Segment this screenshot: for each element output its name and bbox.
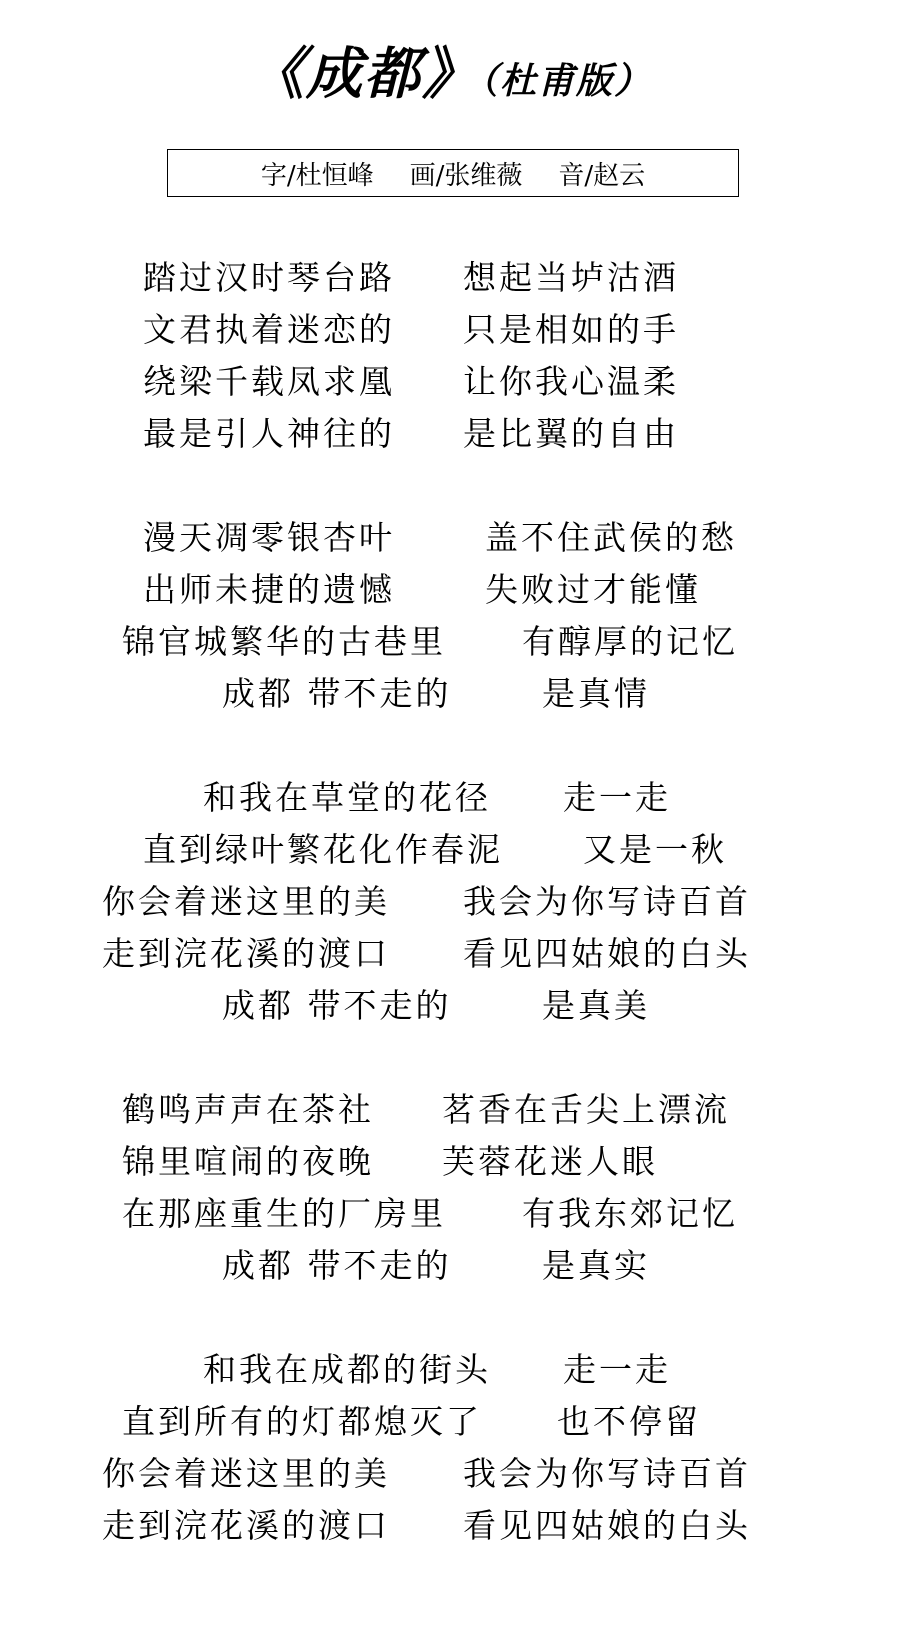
page-title: [0, 30, 900, 110]
lyric-line: [0, 668, 900, 720]
lyric-line-left: 走到浣花溪的渡口: [102, 934, 390, 973]
lyric-line: [0, 1084, 900, 1136]
lyric-line-right: 是比翼的自由: [463, 414, 679, 453]
lyric-line: [0, 512, 900, 564]
lyric-line-right: 有醇厚的记忆: [522, 622, 738, 661]
lyric-line-left: 和我在成都的街头: [203, 1350, 491, 1389]
lyric-line: [0, 356, 900, 408]
lyric-line: [0, 928, 900, 980]
lyric-line-right: 是真情: [542, 674, 650, 713]
lyric-line-left: 成都 带不走的: [222, 986, 452, 1025]
lyric-line-left: 漫天凋零银杏叶: [143, 518, 395, 557]
lyric-line-left: 直到所有的灯都熄灭了: [122, 1402, 482, 1441]
lyric-line: [0, 252, 900, 304]
lyric-line-left: 踏过汉时琴台路: [143, 258, 395, 297]
lyric-line-right: 是真实: [542, 1246, 650, 1285]
lyric-line: [0, 1188, 900, 1240]
stanza: [0, 252, 900, 460]
lyric-line: [0, 1344, 900, 1396]
lyric-line-right: 也不停留: [557, 1402, 701, 1441]
lyric-line: [0, 824, 900, 876]
stanza: [0, 1084, 900, 1292]
lyric-line: [0, 616, 900, 668]
lyric-line-right: 芙蓉花迷人眼: [442, 1142, 658, 1181]
lyric-line: [0, 1500, 900, 1552]
lyric-line-left: 走到浣花溪的渡口: [102, 1506, 390, 1545]
credits-box: [167, 149, 739, 197]
lyric-line-left: 在那座重生的厂房里: [122, 1194, 446, 1233]
lyric-line-left: 你会着迷这里的美: [102, 882, 390, 921]
credit-music: 音/赵云: [558, 160, 646, 191]
lyric-line-right: 是真美: [542, 986, 650, 1025]
lyric-line: [0, 772, 900, 824]
lyric-line-left: 成都 带不走的: [222, 1246, 452, 1285]
lyric-line-right: 失败过才能懂: [485, 570, 701, 609]
stanza: [0, 1344, 900, 1552]
stanza: [0, 772, 900, 1032]
lyric-line-left: 文君执着迷恋的: [143, 310, 395, 349]
lyric-line-left: 最是引人神往的: [143, 414, 395, 453]
lyric-line-right: 又是一秋: [583, 830, 727, 869]
lyric-line-left: 锦官城繁华的古巷里: [122, 622, 446, 661]
lyric-line: [0, 980, 900, 1032]
title-subtitle: （杜甫版）: [479, 60, 652, 102]
lyric-line-right: 想起当垆沽酒: [463, 258, 679, 297]
credit-illustration: 画/张维薇: [409, 160, 523, 191]
lyrics-body: [0, 252, 900, 1604]
lyric-line: [0, 304, 900, 356]
lyric-line-right: 盖不住武侯的愁: [485, 518, 737, 557]
lyric-line-right: 我会为你写诗百首: [463, 882, 751, 921]
lyric-line-right: 让你我心温柔: [463, 362, 679, 401]
lyric-line-left: 和我在草堂的花径: [203, 778, 491, 817]
lyric-line-left: 鹤鸣声声在茶社: [122, 1090, 374, 1129]
lyric-line-left: 绕梁千载凤求凰: [143, 362, 395, 401]
lyric-line: [0, 408, 900, 460]
lyric-line: [0, 564, 900, 616]
credit-lyrics: 字/杜恒峰: [260, 160, 374, 191]
lyric-line-right: 茗香在舌尖上漂流: [442, 1090, 730, 1129]
lyric-line-right: 看见四姑娘的白头: [463, 934, 751, 973]
lyric-line-left: 直到绿叶繁花化作春泥: [143, 830, 503, 869]
lyric-line: [0, 1136, 900, 1188]
lyric-line: [0, 1448, 900, 1500]
lyric-line-right: 走一走: [563, 778, 671, 817]
lyric-line-left: 你会着迷这里的美: [102, 1454, 390, 1493]
lyric-line: [0, 1240, 900, 1292]
lyric-line: [0, 876, 900, 928]
lyric-line-left: 出师未捷的遗憾: [143, 570, 395, 609]
lyric-line-right: 有我东郊记忆: [522, 1194, 738, 1233]
stanza: [0, 512, 900, 720]
lyric-line-right: 我会为你写诗百首: [463, 1454, 751, 1493]
lyric-line: [0, 1396, 900, 1448]
lyric-line-left: 锦里喧闹的夜晚: [122, 1142, 374, 1181]
lyric-line-right: 走一走: [563, 1350, 671, 1389]
lyric-line-right: 只是相如的手: [463, 310, 679, 349]
lyric-line-left: 成都 带不走的: [222, 674, 452, 713]
title-main: 《成都》: [247, 41, 480, 107]
lyric-line-right: 看见四姑娘的白头: [463, 1506, 751, 1545]
